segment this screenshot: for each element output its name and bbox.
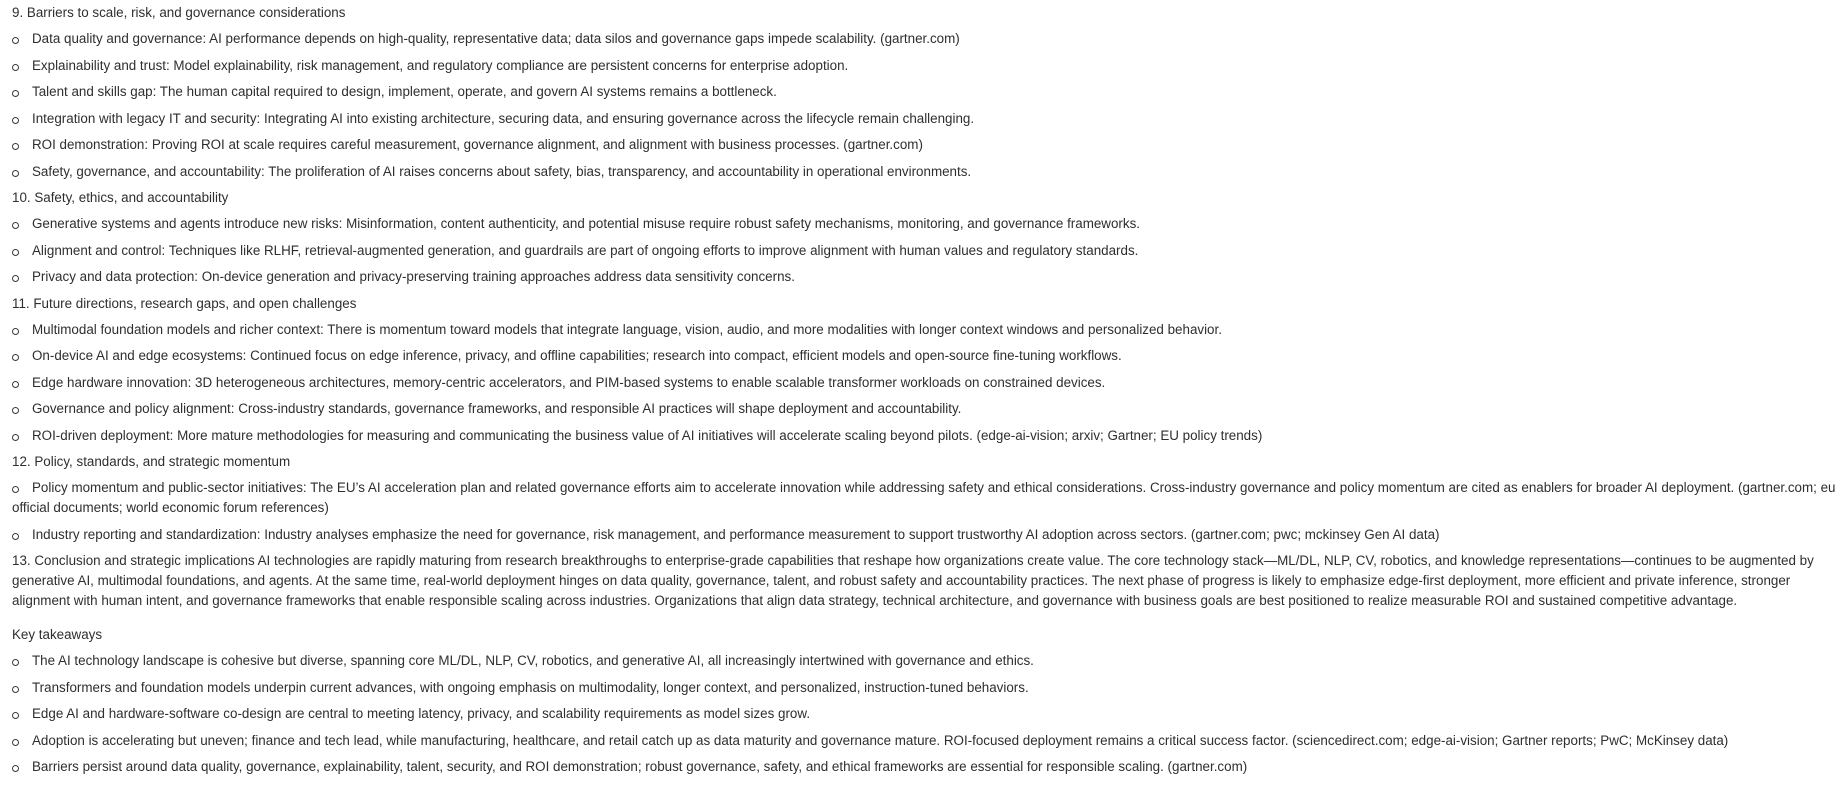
section-heading: 9. Barriers to scale, risk, and governance considerations	[12, 5, 346, 20]
section-heading: 12. Policy, standards, and strategic momentum	[12, 454, 291, 469]
list-item-text: ROI demonstration: Proving ROI at scale requires careful measurement, governance alignment, and alignment with business processes. (gartner.com)	[32, 137, 923, 152]
list-item	[12, 241, 1846, 261]
list-item	[12, 731, 1846, 751]
bullet-icon	[12, 275, 19, 282]
list-item	[12, 704, 1846, 724]
list-item	[12, 373, 1846, 393]
section-heading: 10. Safety, ethics, and accountability	[12, 190, 229, 205]
bullet-icon	[12, 328, 19, 335]
list-item-text: Edge hardware innovation: 3D heterogeneous architectures, memory-centric accelerators, and PIM-based systems to enable scalable transformer workloads on constrained devices.	[32, 374, 1106, 390]
list-item-text: Data quality and governance: AI performance depends on high-quality, representative data; data silos and governance gaps impede scalability. (gartner.com)	[32, 31, 960, 46]
bullet-icon	[12, 222, 19, 229]
list-item-text: Integration with legacy IT and security: Integrating AI into existing architecture, securing data, and ensuring governance across the lifecycle remain challenging.	[32, 110, 975, 126]
list-item-text: Explainability and trust: Model explainability, risk management, and regulatory compliance are persistent concerns for enterprise adoption.	[32, 57, 849, 73]
list-item-text: Policy momentum and public-sector initiatives: The EU’s AI acceleration plan and related governance efforts aim to accelerate innovation while addressing safety and ethical considerations. Cross-industry governance and policy momentum are cited as enablers for broader AI deployment. (gartner.com; eu official documents; world economic forum references)	[12, 480, 1836, 515]
bullet-icon	[12, 533, 19, 540]
list-item	[12, 651, 1846, 671]
list-item-text: Edge AI and hardware-software co-design are central to meeting latency, privacy, and scalability requirements as model sizes grow.	[32, 706, 811, 721]
bullet-icon	[12, 354, 19, 361]
bullet-icon	[12, 249, 19, 256]
list-item-text: Industry reporting and standardization: Industry analyses emphasize the need for governance, risk management, and performance measurement to support trustworthy AI adoption across sectors. (gartner.com; pwc; mckinsey Gen AI data)	[32, 526, 1440, 542]
bullet-icon	[12, 170, 19, 177]
list-item	[12, 478, 1846, 518]
list-item	[12, 426, 1846, 446]
list-item	[12, 135, 1846, 155]
bullet-icon	[12, 143, 19, 150]
bullet-icon	[12, 407, 19, 414]
bullet-icon	[12, 381, 19, 388]
list-item	[12, 346, 1846, 366]
list-item-text: Transformers and foundation models underpin current advances, with ongoing emphasis on multimodality, longer context, and personalized, instruction-tuned behaviors.	[32, 679, 1029, 695]
list-item	[12, 162, 1846, 182]
list-item-text: Governance and policy alignment: Cross-industry standards, governance frameworks, and responsible AI practices will shape deployment and accountability.	[32, 401, 962, 416]
list-item	[12, 678, 1846, 698]
list-item	[12, 525, 1846, 545]
list-item	[12, 56, 1846, 76]
list-item	[12, 757, 1846, 777]
list-item-text: Multimodal foundation models and richer context: There is momentum toward models that integrate language, vision, audio, and more modalities with longer context windows and personalized behavior.	[32, 321, 1222, 337]
bullet-icon	[12, 659, 19, 666]
list-item	[12, 267, 1846, 287]
bullet-icon	[12, 739, 19, 746]
bullet-icon	[12, 486, 19, 493]
list-item-text: Talent and skills gap: The human capital required to design, implement, operate, and govern AI systems remains a bottleneck.	[32, 84, 777, 99]
bullet-icon	[12, 712, 19, 719]
list-item	[12, 214, 1846, 234]
conclusion-paragraph: 13. Conclusion and strategic implications AI technologies are rapidly maturing from research breakthroughs to enterprise-grade capabilities that reshape how organizations create value. The core technology stack—ML/DL, NLP, CV, robotics, and knowledge representations—continues to be augmented by generative AI, multimodal foundations, and agents. At the same time, real-world deployment hinges on data quality, governance, talent, and robust safety and accountability practices. The next phase of progress is likely to emphasize edge-first deployment, more efficient and private inference, stronger alignment with human intent, and governance frameworks that enable responsible scaling across industries. Organizations that align data strategy, technical architecture, and governance with business goals are best positioned to realize measurable ROI and sustained competitive advantage.	[12, 553, 1814, 608]
bullet-icon	[12, 117, 19, 124]
bullet-icon	[12, 686, 19, 693]
list-item-text: Privacy and data protection: On-device generation and privacy-preserving training approaches address data sensitivity concerns.	[32, 269, 795, 284]
list-item-text: On-device AI and edge ecosystems: Continued focus on edge inference, privacy, and offline capabilities; research into compact, efficient models and open-source fine-tuning workflows.	[32, 348, 1122, 363]
list-item-text: Alignment and control: Techniques like RLHF, retrieval-augmented generation, and guardrails are part of ongoing efforts to improve alignment with human values and regulatory standards.	[32, 242, 1139, 258]
list-item-text: ROI-driven deployment: More mature methodologies for measuring and communicating the business value of AI initiatives will accelerate scaling beyond pilots. (edge-ai-vision; arxiv; Gartner; EU policy trends)	[32, 427, 1263, 443]
bullet-icon	[12, 64, 19, 71]
list-item-text: Barriers persist around data quality, governance, explainability, talent, security, and ROI demonstration; robust governance, safety, and ethical frameworks are essential for responsible scaling. (gartner.com)	[32, 759, 1248, 774]
list-item-text: Generative systems and agents introduce new risks: Misinformation, content authenticity, and potential misuse require robust safety mechanisms, monitoring, and governance frameworks.	[32, 216, 1140, 231]
list-item	[12, 82, 1846, 102]
list-item	[12, 109, 1846, 129]
list-item-text: Safety, governance, and accountability: The proliferation of AI raises concerns about safety, bias, transparency, and accountability in operational environments.	[32, 163, 972, 179]
bullet-icon	[12, 765, 19, 772]
list-item-text: Adoption is accelerating but uneven; finance and tech lead, while manufacturing, healthcare, and retail catch up as data maturity and governance mature. ROI-focused deployment remains a critical success factor. (sciencedirect.com; edge-ai-vision; Gartner reports; PwC; McKinsey data)	[32, 732, 1729, 748]
takeaways-heading: Key takeaways	[12, 627, 103, 642]
list-item-text: The AI technology landscape is cohesive but diverse, spanning core ML/DL, NLP, CV, robotics, and generative AI, all increasingly intertwined with governance and ethics.	[32, 653, 1034, 668]
bullet-icon	[12, 90, 19, 97]
bullet-icon	[12, 37, 19, 44]
list-item	[12, 29, 1846, 49]
bullet-icon	[12, 434, 19, 441]
list-item	[12, 399, 1846, 419]
list-item	[12, 320, 1846, 340]
section-heading: 11. Future directions, research gaps, and open challenges	[12, 295, 357, 311]
